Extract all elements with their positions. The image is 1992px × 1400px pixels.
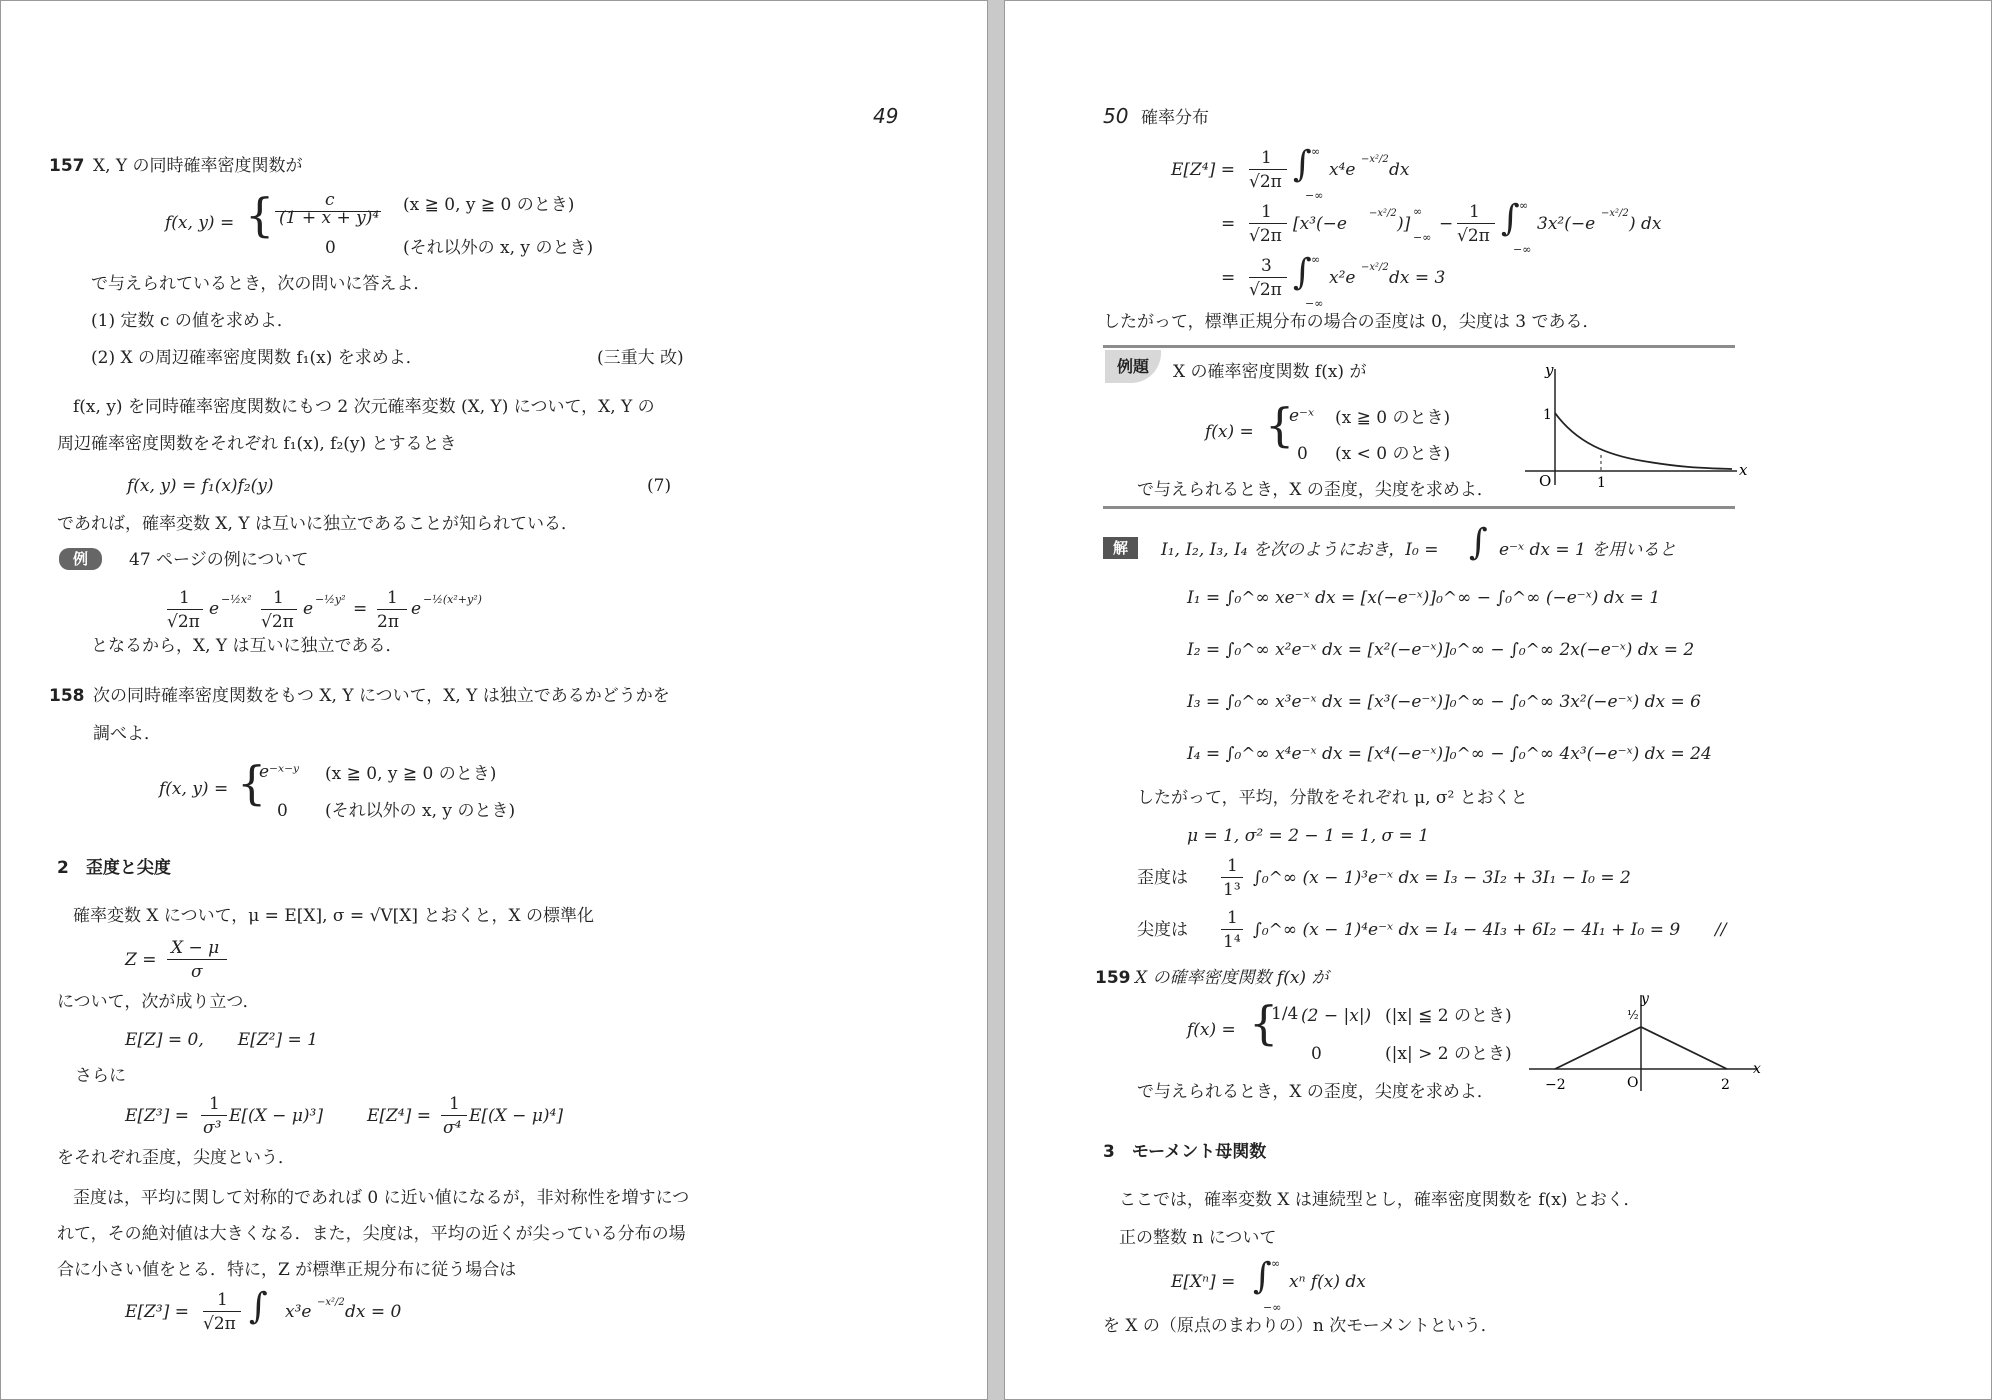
ex-frac2-num: 1 — [273, 588, 284, 608]
ex-frac1-num: 1 — [179, 588, 190, 608]
ez4-l3-tail: dx = 3 — [1389, 268, 1446, 288]
y-label: y — [1641, 991, 1649, 1007]
ex-given: で与えられるとき，X の歪度，尖度を求めよ． — [1137, 480, 1494, 500]
fraction-bar — [1249, 169, 1287, 170]
ez4-lhs: E[Z⁴] = — [367, 1106, 431, 1126]
ez4-l1-body: x⁴e — [1329, 160, 1356, 180]
skew-expr: ∫₀^∞ (x − 1)³e⁻ˣ dx = I₃ − 3I₂ + 3I₁ − I₀ = 2 — [1253, 868, 1631, 888]
final-den: √2π — [203, 1314, 236, 1334]
fraction-bar — [261, 609, 297, 610]
ex-exp1-sup: −½x² — [221, 593, 252, 606]
example-tag: 例題 — [1105, 350, 1161, 383]
sec3-formula-body: xⁿ f(x) dx — [1289, 1272, 1366, 1292]
ex-frac3-num: 1 — [387, 588, 398, 608]
sup: −x²/2 — [1369, 208, 1397, 219]
top-rule — [1103, 345, 1735, 348]
fraction-bar — [441, 1115, 467, 1116]
z-lhs: Z = — [125, 950, 157, 970]
p159-case2-val: 0 — [1311, 1044, 1322, 1064]
ex-f-lhs: f(x) = — [1205, 422, 1254, 442]
indep-line2: 周辺確率密度関数をそれぞれ f₁(x), f₂(y) とするとき — [57, 434, 457, 454]
fraction-bar — [1221, 929, 1243, 930]
decay-curve — [1555, 413, 1732, 469]
para2: れて，その絶対値は大きくなる．また，尖度は，平均の近くが尖っている分布の場 — [57, 1224, 686, 1244]
I4-line: I₄ = ∫₀^∞ x⁴e⁻ˣ dx = [x⁴(−e⁻ˣ)]₀^∞ − ∫₀^∞ 4x³(−e⁻ˣ) dx = 24 — [1187, 744, 1712, 764]
fraction-bar — [203, 1311, 241, 1312]
fraction-bar — [201, 1115, 227, 1116]
final-one: 1 — [217, 1290, 228, 1310]
bottom-rule — [1103, 506, 1735, 509]
problem-number-158: 158 — [49, 686, 85, 706]
ez3-den: σ³ — [203, 1118, 222, 1138]
frac-den: (1 + x + y)⁴ — [279, 208, 380, 228]
para3: 合に小さい値をとる．特に，Z が標準正規分布に従う場合は — [57, 1260, 517, 1280]
equation-number: (7) — [647, 476, 672, 496]
tick-x: 1 — [1597, 475, 1606, 491]
upper-limit: ∞ — [1413, 205, 1423, 218]
left-tick: −2 — [1545, 1077, 1566, 1093]
f158-cond1: (x ≧ 0, y ≧ 0 のとき) — [325, 764, 497, 784]
ex-exp1: e — [209, 599, 220, 619]
example-text: X の確率密度関数 f(x) が — [1173, 362, 1367, 382]
problem-number-159: 159 — [1095, 968, 1131, 988]
ex-frac1-den: √2π — [167, 612, 200, 632]
p159-f-lhs: f(x) = — [1187, 1020, 1236, 1040]
brace: { — [237, 756, 267, 810]
indep-line1: f(x, y) を同時確率密度関数にもつ 2 次元確率変数 (X, Y) について，X, Y の — [73, 397, 655, 417]
right-tick: 2 — [1721, 1077, 1730, 1093]
ex-equals: = — [353, 599, 368, 619]
upper-limit: ∞ — [1519, 199, 1529, 212]
exp-decay-graph — [1517, 363, 1747, 493]
sec3-line3: を X の（原点のまわりの）n 次モーメントという． — [1103, 1316, 1498, 1336]
final-rhs: dx = 0 — [345, 1302, 402, 1322]
ex-exp2: e — [303, 599, 314, 619]
x-label: x — [1739, 461, 1747, 479]
upper-limit: ∞ — [1271, 1257, 1281, 1270]
sup: −x²/2 — [1361, 154, 1389, 165]
problem-158-line2: 調べよ． — [93, 724, 161, 744]
mean-text: したがって，平均，分散をそれぞれ μ, σ² とおくと — [1137, 788, 1528, 808]
x-label: x — [1753, 1061, 1761, 1077]
p159-case1-val: (2 − |x|) — [1301, 1006, 1372, 1026]
integral-sign: ∫ — [1293, 252, 1312, 293]
fraction-bar — [1249, 223, 1287, 224]
I2-line: I₂ = ∫₀^∞ x²e⁻ˣ dx = [x²(−e⁻ˣ)]₀^∞ − ∫₀^∞ 2x(−e⁻ˣ) dx = 2 — [1187, 640, 1695, 660]
problem-number-157: 157 — [49, 156, 85, 176]
integral-sign: ∫ — [249, 1286, 268, 1327]
section-3-heading: 3 モーメント母関数 — [1103, 1142, 1267, 1162]
ez4-l2-bracket: [x³(−e — [1293, 214, 1347, 234]
integral-sign: ∫ — [1293, 144, 1312, 185]
ex-case1-cond: (x ≧ 0 のとき) — [1335, 408, 1451, 428]
integral-sign: ∫ — [1501, 198, 1520, 239]
sec2-line1: 確率変数 X について，μ = E[X], σ = √V[X] とおくと，X の標準化 — [73, 906, 594, 926]
kurt-label: 尖度は — [1137, 920, 1188, 940]
z-den: σ — [191, 962, 203, 982]
source-note: (三重大 改) — [597, 348, 684, 368]
origin-label: O — [1627, 1075, 1639, 1091]
p159-frac: 1/4 — [1271, 1004, 1299, 1024]
ex-frac3-den: 2π — [377, 612, 399, 632]
brace: { — [1265, 398, 1295, 452]
ez3-one: 1 — [209, 1094, 220, 1114]
integral-sign: ∫ — [1469, 522, 1488, 563]
example-badge: 例 — [59, 548, 102, 570]
conclusion-normal: したがって，標準正規分布の場合の歪度は 0，尖度は 3 である． — [1103, 312, 1600, 332]
page-number: 50 — [1103, 104, 1129, 128]
page-number: 49 — [873, 104, 899, 128]
left-page — [0, 0, 988, 1400]
indep-line3: であれば，確率変数 X, Y は互いに独立であることが知られている． — [57, 514, 578, 534]
ez4-one: 1 — [449, 1094, 460, 1114]
I3-line: I₃ = ∫₀^∞ x³e⁻ˣ dx = [x³(−e⁻ˣ)]₀^∞ − ∫₀^∞ 3x²(−e⁻ˣ) dx = 6 — [1187, 692, 1701, 712]
solution-intro-tail: e⁻ˣ dx = 1 を用いると — [1499, 540, 1677, 560]
frac-num: c — [325, 190, 335, 210]
case2-cond: (それ以外の x, y のとき) — [403, 238, 594, 258]
example-text: 47 ページの例について — [129, 550, 309, 570]
fraction-bar — [167, 609, 203, 610]
triangle-graph — [1525, 991, 1765, 1101]
f158-case2: 0 — [277, 801, 288, 821]
minus: − — [1439, 214, 1454, 234]
f-lhs: f(x, y) = — [165, 213, 235, 233]
one: 1 — [1469, 202, 1480, 222]
furthermore: さらに — [75, 1066, 126, 1086]
final-lhs: E[Z³] = — [125, 1302, 189, 1322]
names-line: をそれぞれ歪度，尖度という． — [57, 1148, 295, 1168]
one: 1 — [1261, 202, 1272, 222]
ex-frac2-den: √2π — [261, 612, 294, 632]
den: √2π — [1249, 226, 1282, 246]
solution-badge: 解 — [1103, 537, 1138, 559]
question-2: (2) X の周辺確率密度関数 f₁(x) を求めよ． — [91, 348, 423, 368]
three: 3 — [1261, 256, 1272, 276]
upper-limit: ∞ — [1311, 145, 1321, 158]
tick-y: 1 — [1543, 407, 1552, 423]
p159-given: で与えられるとき，X の歪度，尖度を求めよ． — [1137, 1082, 1494, 1102]
f158-lhs: f(x, y) = — [159, 779, 229, 799]
eq: = — [1221, 268, 1236, 288]
ez3-lhs: E[Z³] = — [125, 1106, 189, 1126]
solution-intro: I₁, I₂, I₃, I₄ を次のようにおき，I₀ = — [1161, 540, 1439, 560]
sec3-line2: 正の整数 n について — [1119, 1228, 1277, 1248]
z-num: X − μ — [171, 938, 220, 958]
problem-157-intro: X, Y の同時確率密度関数が — [93, 156, 303, 176]
eq: = — [1221, 214, 1236, 234]
lower-limit: −∞ — [1513, 243, 1532, 256]
sec2-line2: について，次が成り立つ． — [57, 992, 260, 1012]
half-label: ½ — [1627, 1008, 1639, 1022]
fraction-bar — [1249, 277, 1287, 278]
fraction-bar — [1457, 223, 1495, 224]
ez4-den: σ⁴ — [443, 1118, 462, 1138]
ex-case2-cond: (x < 0 のとき) — [1335, 444, 1451, 464]
ez4-l2-body: 3x²(−e — [1537, 214, 1596, 234]
sec3-line1: ここでは，確率変数 X は連続型とし，確率密度関数を f(x) とおく． — [1119, 1190, 1641, 1210]
right-page — [1004, 0, 1992, 1400]
ex-case1-val: e⁻ˣ — [1289, 406, 1315, 426]
I1-line: I₁ = ∫₀^∞ xe⁻ˣ dx = [x(−e⁻ˣ)]₀^∞ − ∫₀^∞ (−e⁻ˣ) dx = 1 — [1187, 588, 1661, 608]
lower-limit: −∞ — [1413, 231, 1432, 244]
kurt-expr: ∫₀^∞ (x − 1)⁴e⁻ˣ dx = I₄ − 4I₃ + 6I₂ − 4I₁ + I₀ = 9 — [1253, 920, 1681, 940]
f158-case1: e⁻ˣ⁻ʸ — [259, 762, 300, 782]
f158-cond2: (それ以外の x, y のとき) — [325, 801, 516, 821]
moments-eq: E[Z] = 0, E[Z²] = 1 — [125, 1030, 318, 1050]
case1-cond: (x ≧ 0, y ≧ 0 のとき) — [403, 195, 575, 215]
question-1: (1) 定数 c の値を求めよ． — [91, 311, 294, 331]
sup: −x²/2 — [1361, 262, 1389, 273]
indep-formula: f(x, y) = f₁(x)f₂(y) — [127, 476, 274, 496]
ex-exp2-sup: −½y² — [315, 593, 346, 606]
den: √2π — [1457, 226, 1490, 246]
example-conclusion: となるから，X, Y は互いに独立である． — [91, 636, 403, 656]
case2-val: 0 — [325, 238, 336, 258]
brace: { — [245, 188, 275, 242]
p159-case2-cond: (|x| > 2 のとき) — [1385, 1044, 1512, 1064]
given-text: で与えられているとき，次の問いに答えよ． — [91, 274, 431, 294]
lower-limit: −∞ — [1305, 297, 1324, 310]
para1: 歪度は，平均に関して対称的であれば 0 に近い値になるが，非対称性を増すにつ — [73, 1188, 690, 1208]
sup: −x²/2 — [1601, 208, 1629, 219]
ez4-l3-body: x²e — [1329, 268, 1356, 288]
integral-sign: ∫ — [1253, 1256, 1272, 1297]
ez3-rhs: E[(X − μ)³] — [229, 1106, 323, 1126]
final-body: x³e — [285, 1302, 312, 1322]
skew-den: 1³ — [1223, 880, 1241, 900]
one: 1 — [1261, 148, 1272, 168]
lower-limit: −∞ — [1305, 189, 1324, 202]
sec3-formula-lhs: E[Xⁿ] = — [1171, 1272, 1236, 1292]
ez4-l1-tail: dx — [1389, 160, 1410, 180]
p159-text: X の確率密度関数 f(x) が — [1135, 968, 1329, 988]
ez4-line1-lhs: E[Z⁴] = — [1171, 160, 1235, 180]
ex-exp3: e — [411, 599, 422, 619]
fraction-bar — [377, 609, 407, 610]
fraction-bar — [167, 959, 227, 960]
qed-mark: // — [1715, 920, 1727, 940]
skew-label: 歪度は — [1137, 868, 1188, 888]
lower-limit: −∞ — [1263, 1301, 1282, 1314]
kurt-den: 1⁴ — [1223, 932, 1241, 952]
brace: { — [1249, 996, 1279, 1050]
ex-exp3-sup: −½(x²+y²) — [423, 593, 482, 606]
problem-158-line1: 次の同時確率密度関数をもつ X, Y について，X, Y は独立であるかどうかを — [93, 686, 670, 706]
ez4-rhs: E[(X − μ)⁴] — [469, 1106, 563, 1126]
y-label: y — [1545, 363, 1554, 379]
den: √2π — [1249, 172, 1282, 192]
p159-case1-cond: (|x| ≦ 2 のとき) — [1385, 1006, 1512, 1026]
ez4-l2-tail: ) dx — [1629, 214, 1662, 234]
section-2-heading: 2 歪度と尖度 — [57, 858, 171, 878]
den: √2π — [1249, 280, 1282, 300]
chapter-title: 確率分布 — [1141, 108, 1209, 128]
upper-limit: ∞ — [1311, 253, 1321, 266]
final-sup: −x²/2 — [317, 1297, 345, 1308]
kurt-one: 1 — [1227, 908, 1238, 928]
origin-label: O — [1539, 472, 1552, 490]
fraction-bar — [1221, 877, 1243, 878]
skew-one: 1 — [1227, 856, 1238, 876]
mean-vals: μ = 1, σ² = 2 − 1 = 1, σ = 1 — [1187, 826, 1430, 846]
ez4-l2-mid: )] — [1397, 214, 1411, 234]
ex-case2-val: 0 — [1297, 444, 1308, 464]
